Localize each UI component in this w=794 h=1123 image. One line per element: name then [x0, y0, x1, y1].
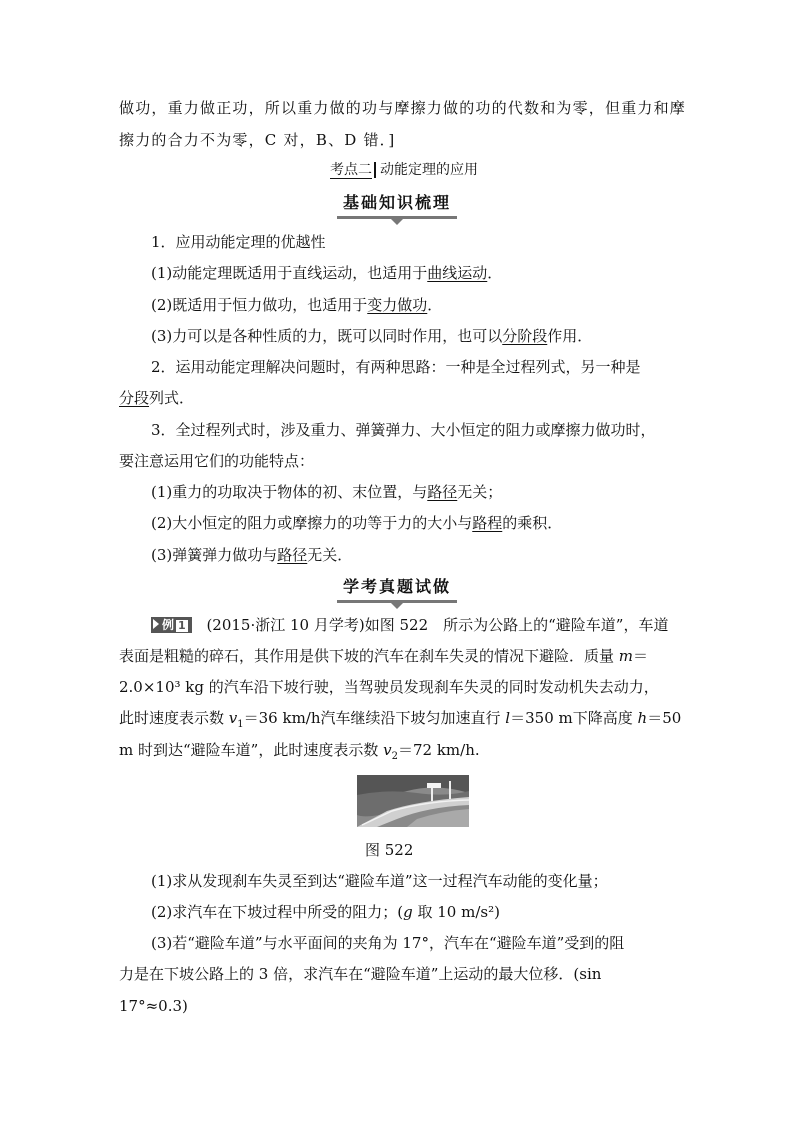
point-3-2: (2)大小恒定的阻力或摩擦力的功等于力的大小与路程的乘积．	[151, 514, 563, 532]
question-2: (2)求汽车在下坡过程中所受的阻力；(g 取 10 m/s²)	[151, 903, 500, 921]
example-line-5: m 时到达“避险车道”，此时速度表示数 $v_2=72$ km/h.	[119, 741, 480, 762]
answer-blank: 分段	[119, 389, 150, 407]
example-line-3: 2.0×10³ kg 的汽车沿下坡行驶，当驾驶员发现刹车失灵的同时发动机失去动力，	[119, 678, 659, 696]
point-3-3: (3)弹簧弹力做功与路径无关．	[151, 546, 353, 564]
point-3-line-1: 3．全过程列式时，涉及重力、弹簧弹力、大小恒定的阻力或摩擦力做功时，	[151, 421, 656, 439]
point-2-line-2: 分段列式．	[119, 389, 195, 407]
answer-blank: 路径	[277, 546, 308, 564]
question-3-line-3: 17°≈0.3)	[119, 997, 188, 1015]
point-3-1: (1)重力的功取决于物体的初、末位置，与路径无关；	[151, 483, 503, 501]
kaodian-prefix: 考点二	[330, 162, 372, 178]
section-label-exam: 学考真题试做	[342, 577, 451, 596]
answer-blank: 变力做功	[367, 296, 428, 314]
answer-blank: 曲线运动	[427, 264, 488, 282]
point-1-2: (2)既适用于恒力做功，也适用于变力做功．	[151, 296, 443, 314]
answer-blank: 路程	[472, 514, 503, 532]
point-2-line-1: 2．运用动能定理解决问题时，有两种思路：一种是全过程列式，另一种是	[151, 358, 641, 376]
intro-line-2: 擦力的合力不为零，C 对，B、D 错．]	[119, 131, 396, 149]
point-1: 1．应用动能定理的优越性	[151, 233, 326, 251]
answer-blank: 路径	[427, 483, 458, 501]
point-1-1: (1)动能定理既适用于直线运动，也适用于曲线运动．	[151, 264, 503, 282]
example-tag: 例 1	[151, 617, 192, 633]
intro-line-1: 做功，重力做正功，所以重力做的功与摩擦力做的功的代数和为零，但重力和摩	[119, 99, 687, 117]
figure-caption: 图 522	[365, 841, 414, 859]
kaodian-title: 动能定理的应用	[380, 162, 478, 178]
section-label-basics: 基础知识梳理	[342, 193, 451, 212]
play-arrow-icon	[153, 619, 159, 629]
question-3-line-1: (3)若“避险车道”与水平面间的夹角为 17°，汽车在“避险车道”受到的阻	[151, 934, 625, 952]
example-line-1: 例 1 (2015·浙江 10 月学考)如图 522 所示为公路上的“避险车道”，车道	[151, 613, 668, 637]
section-header-basics	[0, 190, 794, 219]
question-1: (1)求从发现刹车失灵至到达“避险车道”这一过程汽车动能的变化量；	[151, 872, 608, 890]
kaodian-heading	[330, 158, 478, 182]
escape-ramp-photo	[357, 775, 469, 827]
example-line-4: 此时速度表示数 $v_1=36$ km/h汽车继续沿下坡匀加速直行 l＝350 m下降高度 h＝50	[119, 709, 682, 730]
point-3-line-2: 要注意运用它们的功能特点：	[119, 452, 315, 470]
point-1-3: (3)力可以是各种性质的力，既可以同时作用，也可以分阶段作用．	[151, 327, 593, 345]
section-header-exam	[0, 574, 794, 603]
answer-blank: 分阶段	[502, 327, 548, 345]
example-line-2: 表面是粗糙的碎石，其作用是供下坡的汽车在刹车失灵的情况下避险．质量 m＝	[119, 647, 649, 665]
question-3-line-2: 力是在下坡公路上的 3 倍，求汽车在“避险车道”上运动的最大位移．(sin	[119, 965, 602, 983]
